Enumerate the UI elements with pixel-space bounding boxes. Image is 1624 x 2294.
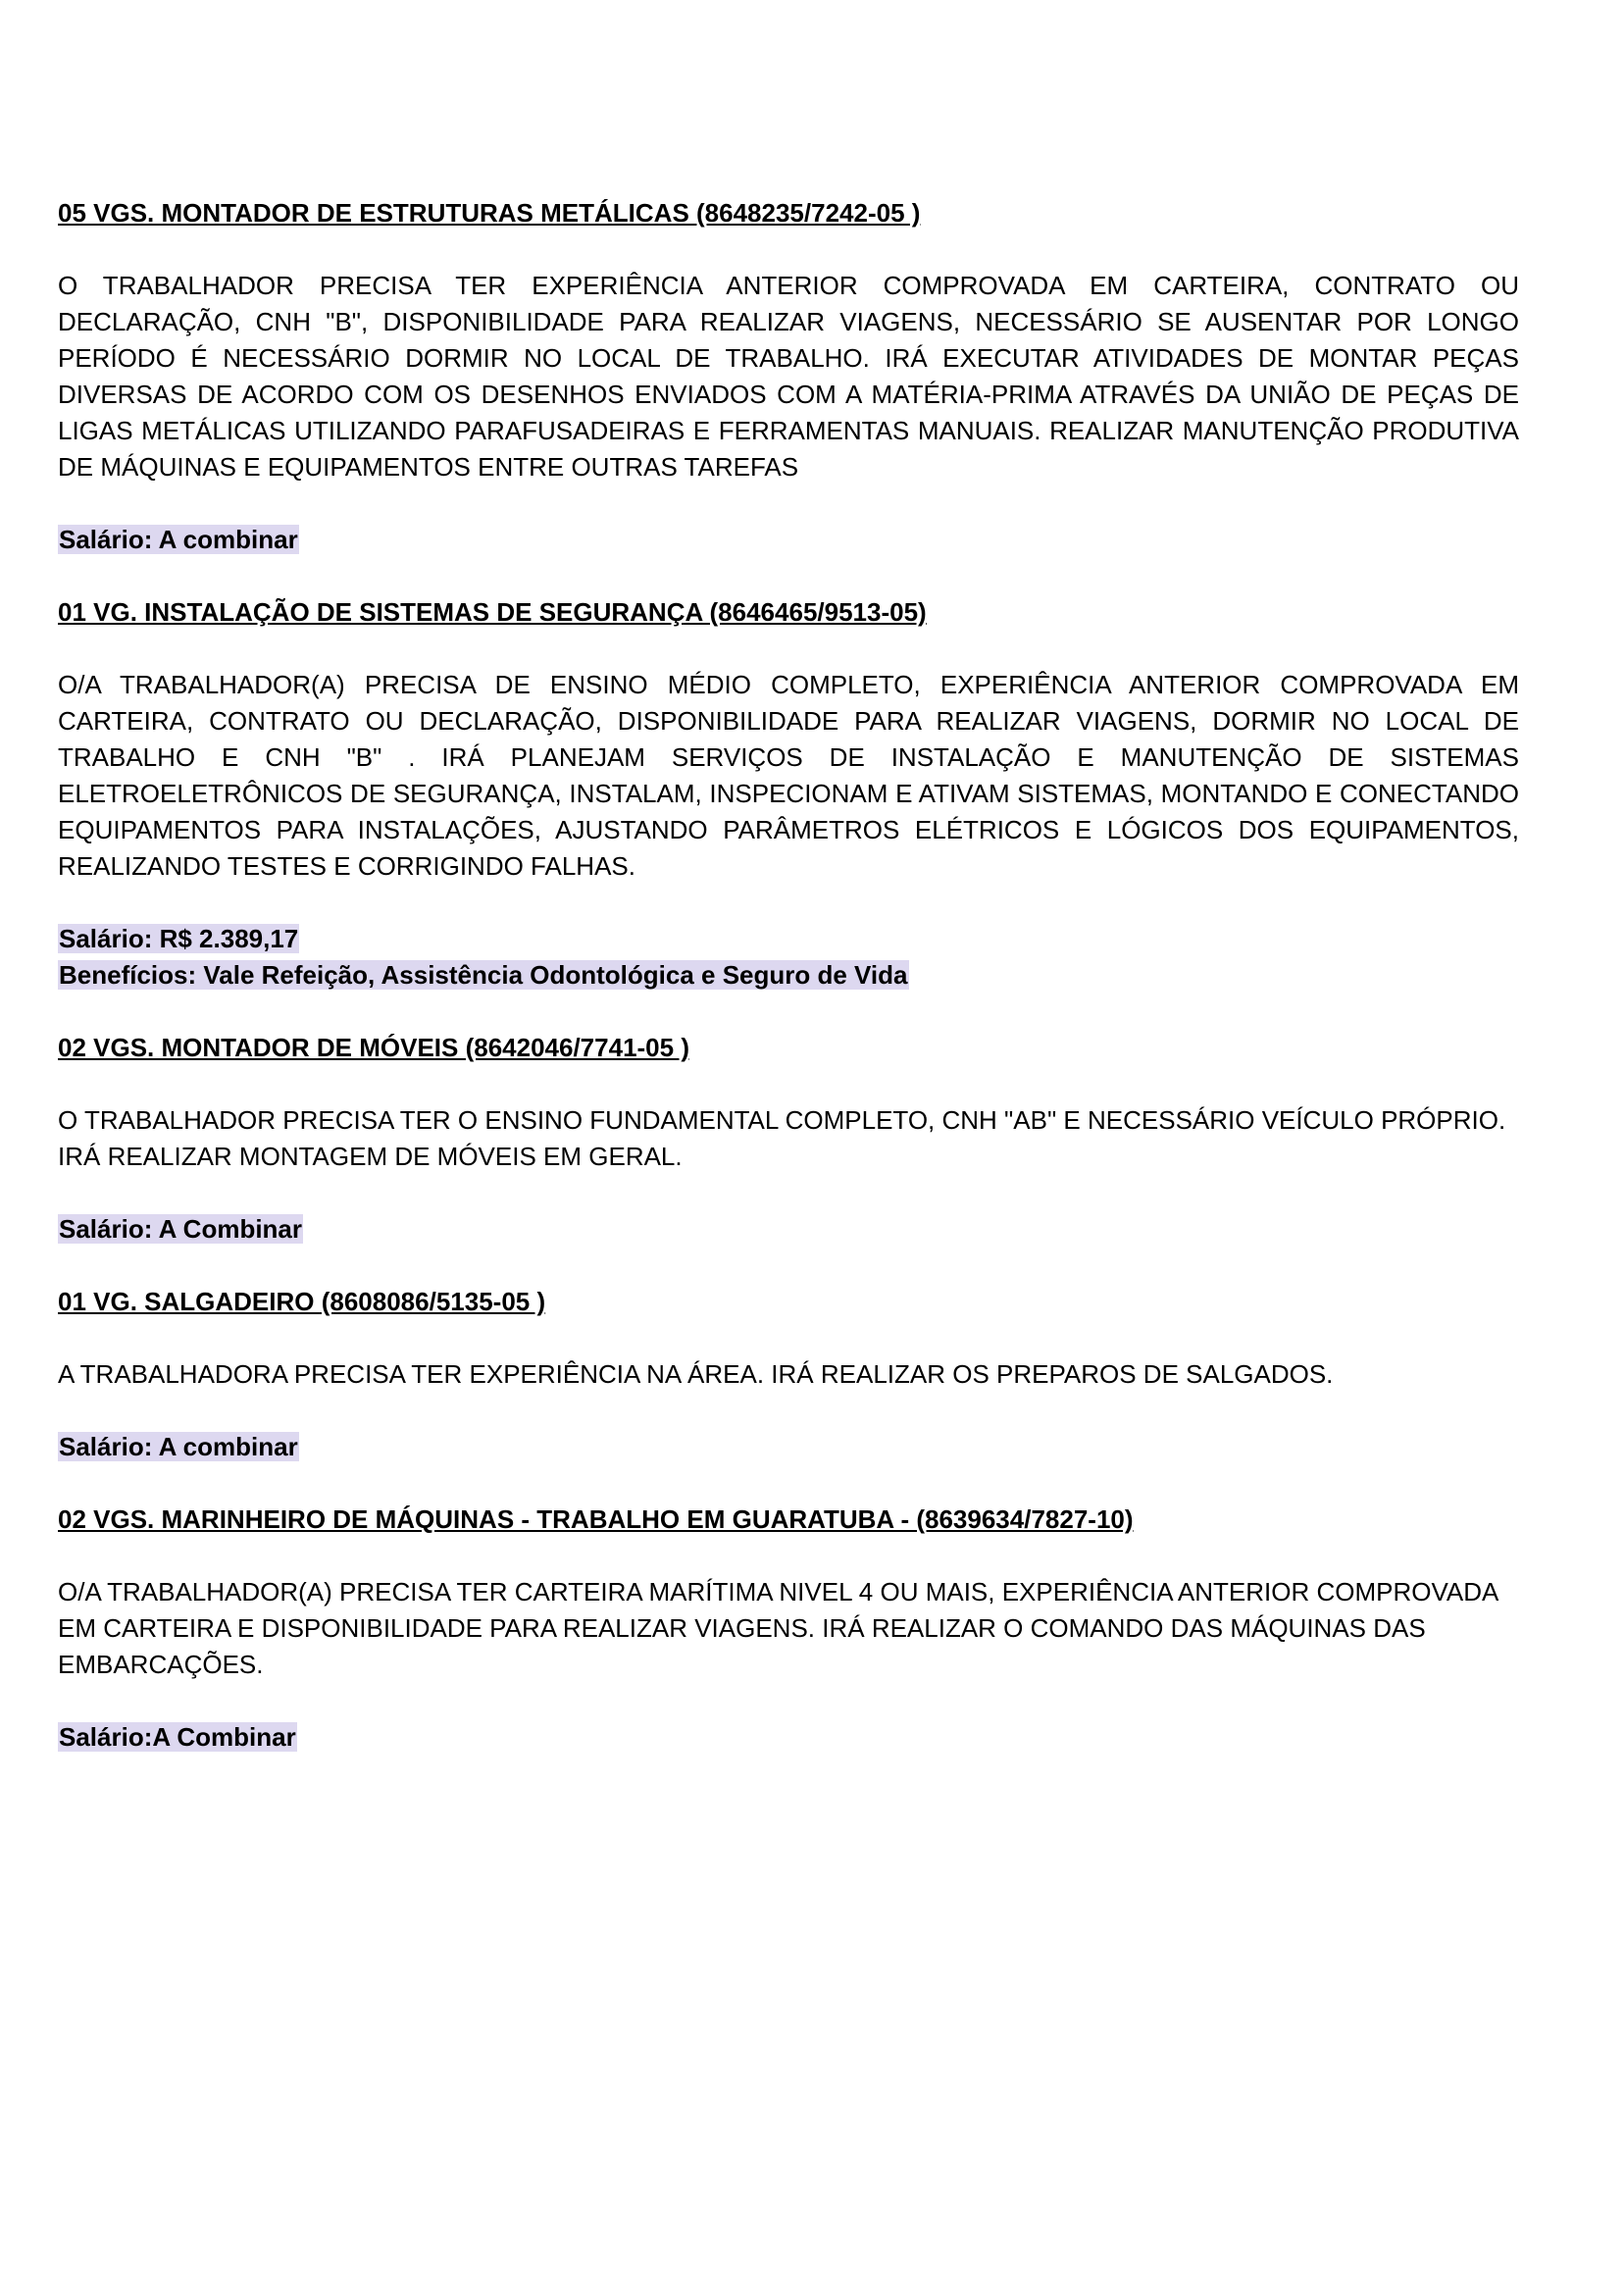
job-title: 02 VGS. MONTADOR DE MÓVEIS (8642046/7741-05 ): [58, 1033, 689, 1062]
salary-block: [58, 522, 1519, 558]
salary-block: [58, 1719, 1519, 1756]
job-listing-instalacao-seguranca: [58, 594, 1519, 994]
job-description: O TRABALHADOR PRECISA TER EXPERIÊNCIA ANTERIOR COMPROVADA EM CARTEIRA, CONTRATO OU DECLARAÇÃO, CNH "B", DISPONIBILIDADE PARA REALIZAR VIAGENS, NECESSÁRIO SE AUSENTAR POR LONGO PERÍODO É NECESSÁRIO DORMIR NO LOCAL DE TRABALHO. IRÁ EXECUTAR ATIVIDADES DE MONTAR PEÇAS DIVERSAS DE ACORDO COM OS DESENHOS ENVIADOS COM A MATÉRIA-PRIMA ATRAVÉS DA UNIÃO DE PEÇAS DE LIGAS METÁLICAS UTILIZANDO PARAFUSADEIRAS E FERRAMENTAS MANUAIS. REALIZAR MANUTENÇÃO PRODUTIVA DE MÁQUINAS E EQUIPAMENTOS ENTRE OUTRAS TAREFAS: [58, 271, 1519, 482]
job-title: 05 VGS. MONTADOR DE ESTRUTURAS METÁLICAS (8648235/7242-05 ): [58, 198, 921, 228]
job-listing-salgadeiro: [58, 1284, 1519, 1465]
job-listing-montador-moveis: [58, 1030, 1519, 1248]
salary-block: [58, 1211, 1519, 1248]
job-listing-marinheiro-maquinas: [58, 1502, 1519, 1756]
salary-block: [58, 921, 1519, 994]
job-title: 01 VG. INSTALAÇÃO DE SISTEMAS DE SEGURANÇA (8646465/9513-05): [58, 597, 927, 627]
job-title: 01 VG. SALGADEIRO (8608086/5135-05 ): [58, 1287, 546, 1316]
job-description: A TRABALHADORA PRECISA TER EXPERIÊNCIA NA ÁREA. IRÁ REALIZAR OS PREPAROS DE SALGADOS.: [58, 1359, 1334, 1389]
job-description: O TRABALHADOR PRECISA TER O ENSINO FUNDAMENTAL COMPLETO, CNH "AB" E NECESSÁRIO VEÍCULO PRÓPRIO. IRÁ REALIZAR MONTAGEM DE MÓVEIS EM GERAL.: [58, 1105, 1506, 1171]
salary-block: [58, 1429, 1519, 1465]
job-title: 02 VGS. MARINHEIRO DE MÁQUINAS - TRABALHO EM GUARATUBA - (8639634/7827-10): [58, 1504, 1134, 1534]
salary-label: Salário:A Combinar: [59, 1722, 296, 1752]
job-listings-page: [58, 195, 1519, 1792]
benefits-label: Benefícios: Vale Refeição, Assistência Odontológica e Seguro de Vida: [59, 960, 908, 990]
salary-label: Salário: A combinar: [59, 1432, 298, 1461]
job-description: O/A TRABALHADOR(A) PRECISA DE ENSINO MÉDIO COMPLETO, EXPERIÊNCIA ANTERIOR COMPROVADA EM CARTEIRA, CONTRATO OU DECLARAÇÃO, DISPONIBILIDADE PARA REALIZAR VIAGENS, DORMIR NO LOCAL DE TRABALHO E CNH "B" . IRÁ PLANEJAM SERVIÇOS DE INSTALAÇÃO E MANUTENÇÃO DE SISTEMAS ELETROELETRÔNICOS DE SEGURANÇA, INSTALAM, INSPECIONAM E ATIVAM SISTEMAS, MONTANDO E CONECTANDO EQUIPAMENTOS PARA INSTALAÇÕES, AJUSTANDO PARÂMETROS ELÉTRICOS E LÓGICOS DOS EQUIPAMENTOS, REALIZANDO TESTES E CORRIGINDO FALHAS.: [58, 670, 1519, 881]
salary-label: Salário: R$ 2.389,17: [59, 924, 299, 953]
job-description: O/A TRABALHADOR(A) PRECISA TER CARTEIRA MARÍTIMA NIVEL 4 OU MAIS, EXPERIÊNCIA ANTERIOR COMPROVADA EM CARTEIRA E DISPONIBILIDADE PARA REALIZAR VIAGENS. IRÁ REALIZAR O COMANDO DAS MÁQUINAS DAS EMBARCAÇÕES.: [58, 1577, 1497, 1679]
salary-label: Salário: A Combinar: [59, 1214, 303, 1244]
salary-label: Salário: A combinar: [59, 525, 298, 554]
job-listing-montador-estruturas: [58, 195, 1519, 558]
